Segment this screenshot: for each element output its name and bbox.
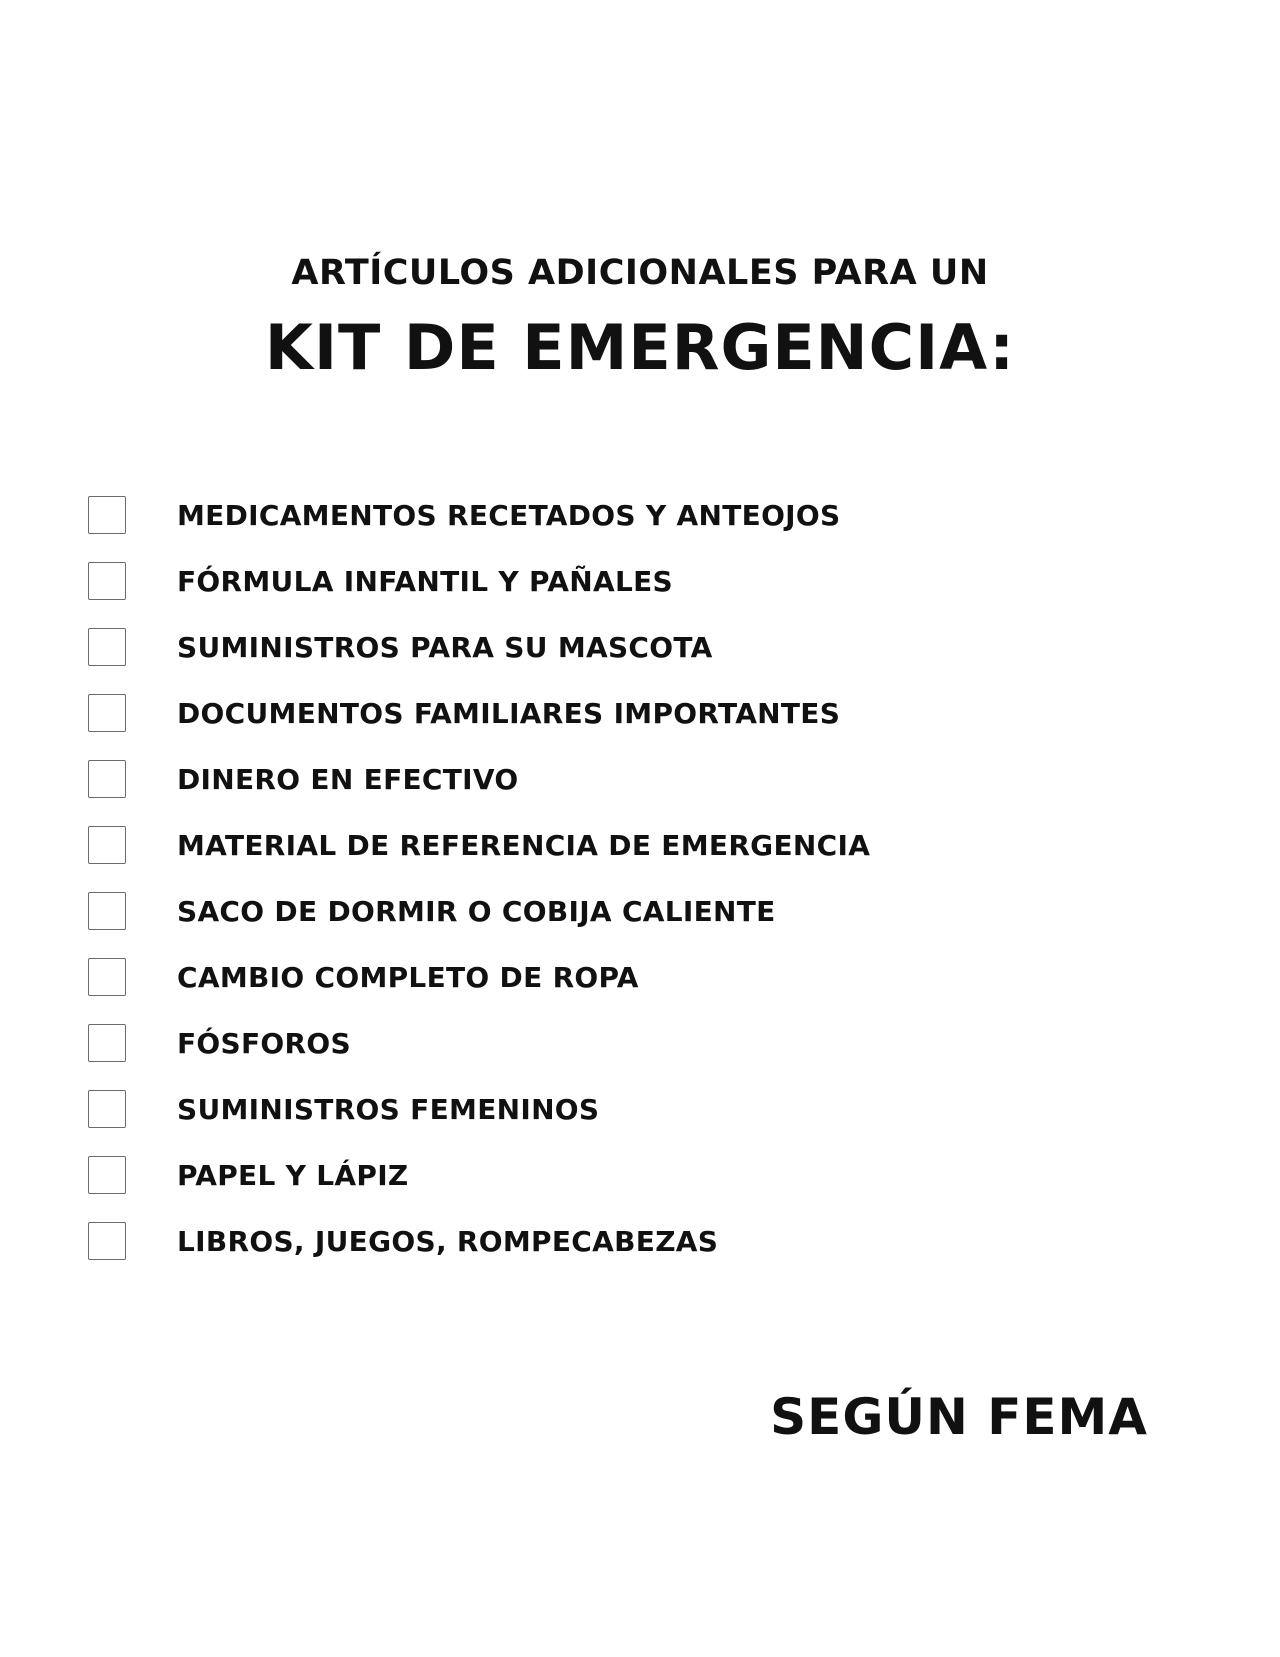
checkbox[interactable] [88,1222,126,1260]
page-title: KIT DE EMERGENCIA: [264,311,1016,384]
checklist-item-label: CAMBIO COMPLETO DE ROPA [177,960,639,994]
checklist-item-label: LIBROS, JUEGOS, ROMPECABEZAS [177,1224,719,1258]
checklist-item[interactable] [88,1010,988,1076]
source-credit: SEGÚN FEMA [770,1388,1148,1446]
checklist-item[interactable] [88,878,988,944]
checkbox[interactable] [88,1156,126,1194]
page-subtitle: ARTÍCULOS ADICIONALES PARA UN [291,253,989,293]
checklist-item-label: FÓSFOROS [177,1026,351,1060]
checklist-item-label: SUMINISTROS PARA SU MASCOTA [177,630,713,664]
checklist-item-label: DOCUMENTOS FAMILIARES IMPORTANTES [177,696,841,730]
checkbox[interactable] [88,958,126,996]
checklist-item-label: PAPEL Y LÁPIZ [177,1158,409,1192]
checklist-item[interactable] [88,1076,988,1142]
checkbox[interactable] [88,496,126,534]
checkbox[interactable] [88,1024,126,1062]
checkbox[interactable] [88,760,126,798]
checklist-item-label: FÓRMULA INFANTIL Y PAÑALES [177,564,674,598]
checkbox[interactable] [88,1090,126,1128]
checklist-item[interactable] [88,1142,988,1208]
checklist-item[interactable] [88,1208,988,1274]
checklist-item[interactable] [88,746,988,812]
checklist-item-label: MATERIAL DE REFERENCIA DE EMERGENCIA [177,828,871,862]
emergency-kit-checklist [88,482,988,1274]
checkbox[interactable] [88,628,126,666]
checklist-item[interactable] [88,482,988,548]
checklist-item-label: SUMINISTROS FEMENINOS [177,1092,600,1126]
checklist-item-label: MEDICAMENTOS RECETADOS Y ANTEOJOS [177,498,841,532]
checklist-item[interactable] [88,614,988,680]
checkbox[interactable] [88,562,126,600]
checklist-item[interactable] [88,548,988,614]
checklist-item[interactable] [88,812,988,878]
checkbox[interactable] [88,694,126,732]
checklist-item[interactable] [88,680,988,746]
checkbox[interactable] [88,892,126,930]
checklist-item-label: SACO DE DORMIR O COBIJA CALIENTE [177,894,776,928]
checklist-item[interactable] [88,944,988,1010]
checkbox[interactable] [88,826,126,864]
checklist-item-label: DINERO EN EFECTIVO [177,762,519,796]
